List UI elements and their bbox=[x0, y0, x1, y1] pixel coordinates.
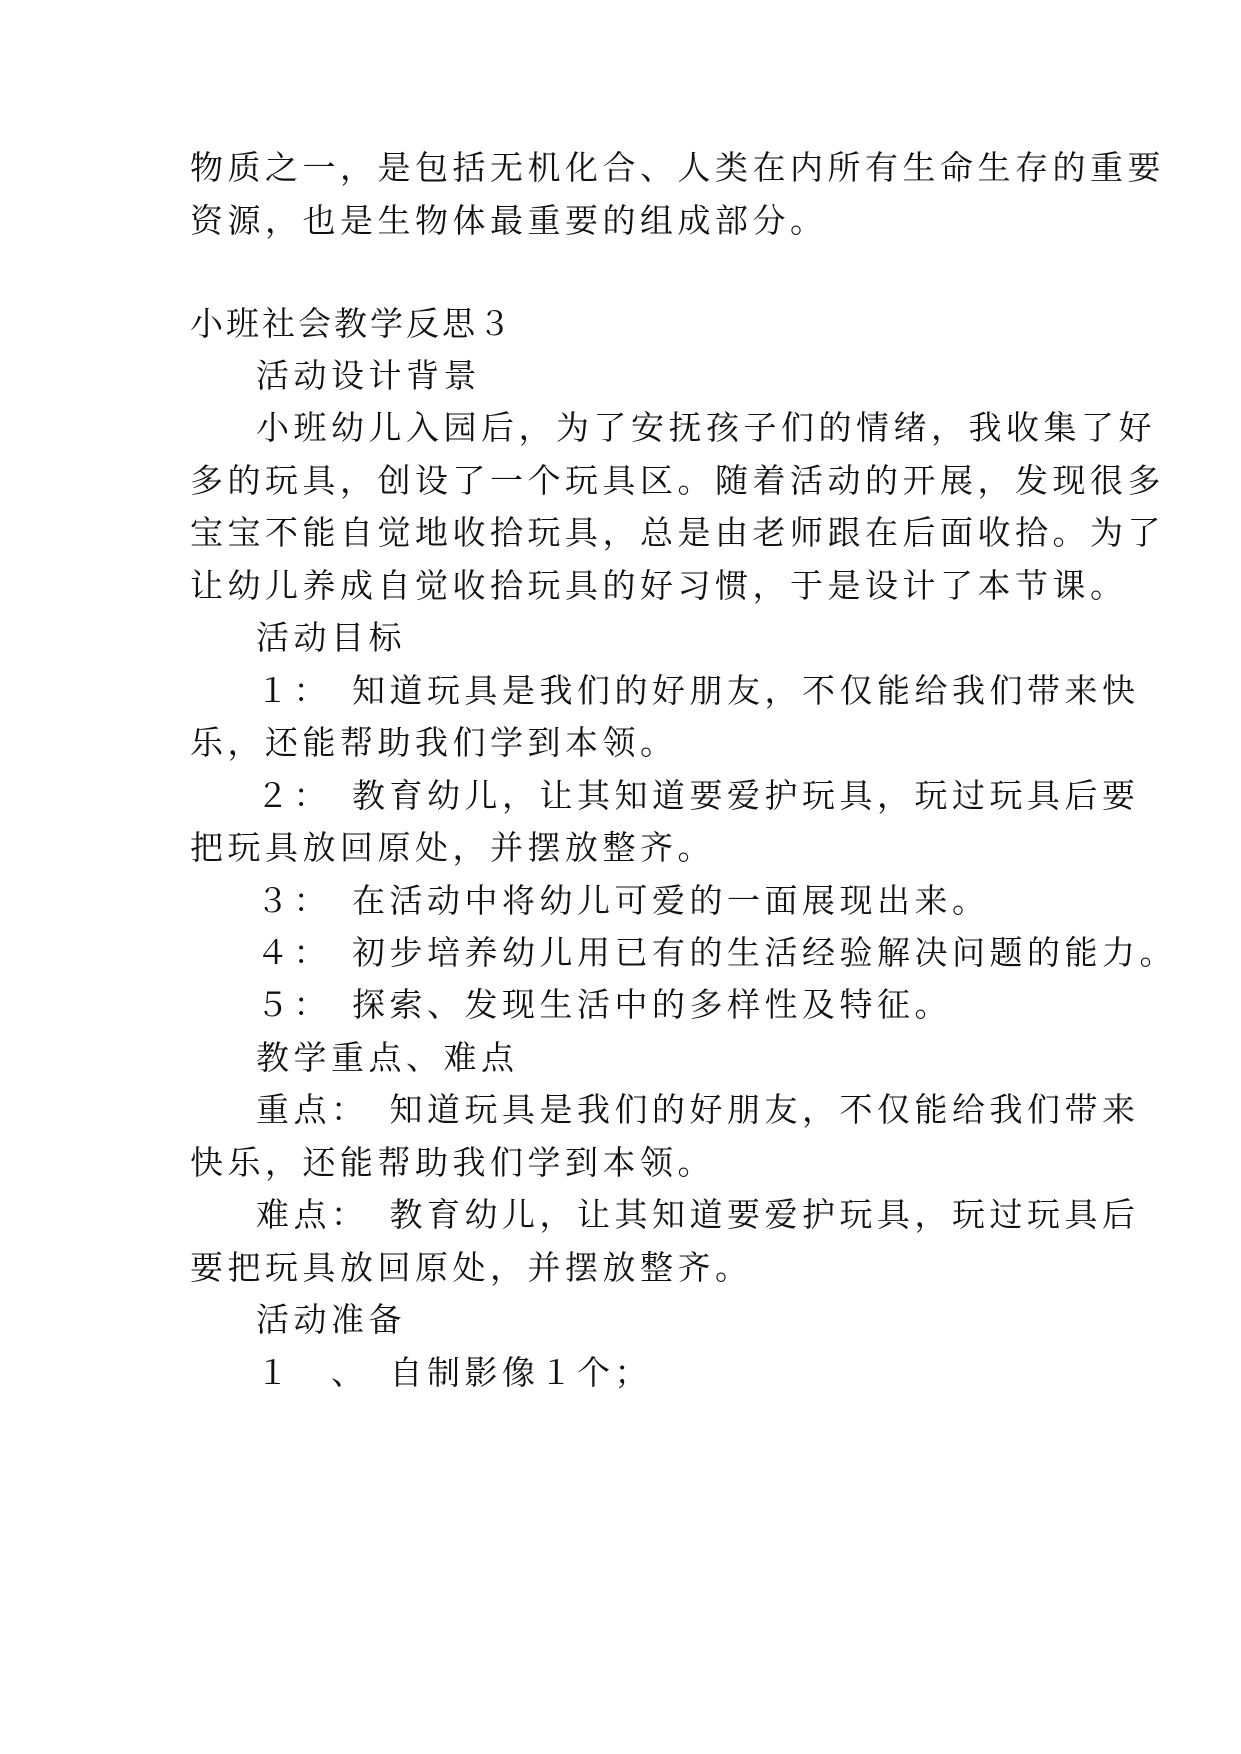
paragraph-line: 宝宝不能自觉地收拾玩具，总是由老师跟在后面收拾。为了 bbox=[190, 513, 1165, 552]
paragraph-line: 让幼儿养成自觉收拾玩具的好习惯，于是设计了本节课。 bbox=[190, 566, 1128, 605]
goal-item-cont: 把玩具放回原处，并摆放整齐。 bbox=[190, 828, 715, 867]
goal-item-cont: 乐，还能帮助我们学到本领。 bbox=[190, 723, 678, 762]
section-title: 小班社会教学反思３ bbox=[190, 304, 514, 343]
paragraph-line: 物质之一，是包括无机化合、人类在内所有生命生存的重要 bbox=[190, 148, 1165, 187]
preparation-heading: 活动准备 bbox=[256, 1300, 406, 1339]
key-points-heading: 教学重点、难点 bbox=[256, 1038, 519, 1077]
paragraph-line: 小班幼儿入园后，为了安抚孩子们的情绪，我收集了好 bbox=[256, 408, 1156, 447]
paragraph-line: 多的玩具，创设了一个玩具区。随着活动的开展，发现很多 bbox=[190, 461, 1165, 500]
goals-heading: 活动目标 bbox=[256, 618, 406, 657]
focus-line-cont: 快乐，还能帮助我们学到本领。 bbox=[190, 1143, 715, 1182]
paragraph-line: 资源，也是生物体最重要的组成部分。 bbox=[190, 201, 828, 240]
focus-line: 重点： 知道玩具是我们的好朋友，不仅能给我们带来 bbox=[256, 1090, 1140, 1129]
background-heading: 活动设计背景 bbox=[256, 356, 481, 395]
difficulty-line: 难点： 教育幼儿，让其知道要爱护玩具，玩过玩具后 bbox=[256, 1195, 1140, 1234]
goal-item: １： 知道玩具是我们的好朋友，不仅能给我们带来快 bbox=[256, 671, 1140, 710]
goal-item: ２： 教育幼儿，让其知道要爱护玩具，玩过玩具后要 bbox=[256, 776, 1140, 815]
goal-item: ３： 在活动中将幼儿可爱的一面展现出来。 bbox=[256, 881, 990, 920]
preparation-item: １ 、 自制影像１个； bbox=[256, 1353, 652, 1392]
goal-item: ５： 探索、发现生活中的多样性及特征。 bbox=[256, 985, 952, 1024]
difficulty-line-cont: 要把玩具放回原处，并摆放整齐。 bbox=[190, 1248, 753, 1287]
goal-item: ４： 初步培养幼儿用已有的生活经验解决问题的能力。 bbox=[256, 933, 1177, 972]
